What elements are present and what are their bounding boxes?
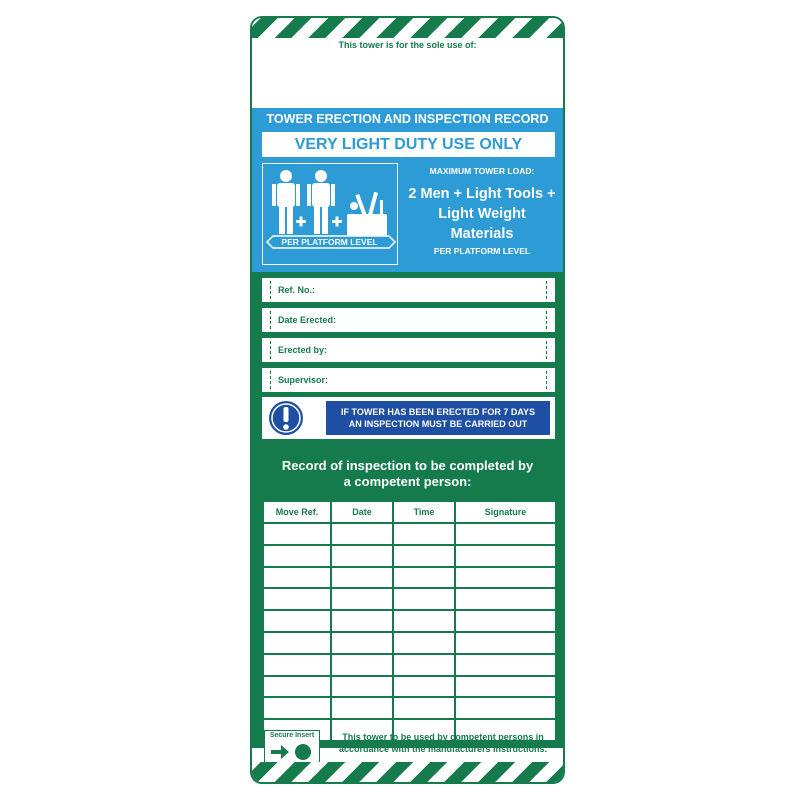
table-cell[interactable] <box>393 545 455 567</box>
date-erected-field[interactable] <box>262 308 555 332</box>
plus-icon <box>332 217 342 227</box>
table-cell[interactable] <box>331 523 393 545</box>
table-cell[interactable] <box>331 632 393 654</box>
field-label: Ref. No.: <box>278 285 315 295</box>
table-cell[interactable] <box>263 545 331 567</box>
record-line: Record of inspection to be completed by <box>281 458 534 473</box>
max-load-sub: PER PLATFORM LEVEL <box>433 246 531 256</box>
table-cell[interactable] <box>263 632 331 654</box>
hazard-stripes-top <box>252 18 563 38</box>
blue-panel <box>252 108 563 272</box>
load-icon-box <box>262 163 398 265</box>
table-cell[interactable] <box>331 610 393 632</box>
table-row <box>263 567 556 589</box>
table-cell[interactable] <box>393 567 455 589</box>
table-cell[interactable] <box>455 610 556 632</box>
table-row <box>263 545 556 567</box>
table-header-row <box>263 501 556 523</box>
warning-strip <box>262 397 555 439</box>
table-cell[interactable] <box>331 588 393 610</box>
table-cell[interactable] <box>455 588 556 610</box>
table-cell[interactable] <box>393 654 455 676</box>
table-cell[interactable] <box>393 676 455 698</box>
warning-line: AN INSPECTION MUST BE CARRIED OUT <box>348 419 528 429</box>
table-row <box>263 654 556 676</box>
inspection-table <box>262 500 557 742</box>
hazard-stripes-bottom <box>252 762 563 782</box>
table-cell[interactable] <box>455 523 556 545</box>
record-title: TOWER ERECTION AND INSPECTION RECORD <box>266 112 549 126</box>
table-cell[interactable] <box>263 654 331 676</box>
table-row <box>263 523 556 545</box>
green-panel <box>252 272 563 748</box>
table-cell[interactable] <box>331 654 393 676</box>
table-row <box>263 632 556 654</box>
warning-line: IF TOWER HAS BEEN ERECTED FOR 7 DAYS <box>340 407 536 417</box>
max-load-line: Light Weight <box>438 206 526 222</box>
field-label: Erected by: <box>278 345 328 355</box>
table-cell[interactable] <box>331 676 393 698</box>
max-load-info <box>402 166 562 256</box>
max-load-line: Materials <box>450 226 514 242</box>
record-instruction <box>252 458 563 490</box>
sole-use-label: This tower is for the sole use of: <box>338 40 477 50</box>
usage-notice <box>328 731 558 755</box>
table-cell[interactable] <box>393 588 455 610</box>
per-platform-banner: PER PLATFORM LEVEL <box>281 237 378 247</box>
notice-line: accordance with the manufacturers instructions. <box>338 744 548 754</box>
table-cell[interactable] <box>263 676 331 698</box>
table-cell[interactable] <box>393 632 455 654</box>
record-line: a competent person: <box>343 474 472 489</box>
column-header: Date <box>331 501 393 523</box>
insert-arrow-icon <box>271 743 315 761</box>
table-cell[interactable] <box>393 610 455 632</box>
supervisor-field[interactable] <box>262 368 555 392</box>
notice-line: This tower to be used by competent persons in <box>342 732 544 742</box>
ref-no-field[interactable] <box>262 278 555 302</box>
table-cell[interactable] <box>455 632 556 654</box>
table-cell[interactable] <box>455 545 556 567</box>
table-cell[interactable] <box>455 654 556 676</box>
table-row <box>263 697 556 719</box>
table-cell[interactable] <box>263 567 331 589</box>
exclamation-icon <box>268 400 304 436</box>
man-icon <box>307 170 335 234</box>
secure-insert-label: Secure Insert <box>269 732 315 739</box>
table-cell[interactable] <box>263 588 331 610</box>
table-cell[interactable] <box>455 567 556 589</box>
column-header: Move Ref. <box>263 501 331 523</box>
table-cell[interactable] <box>263 610 331 632</box>
table-body <box>263 523 556 741</box>
toolbox-icon <box>347 192 387 236</box>
field-label: Supervisor: <box>278 375 329 385</box>
field-label: Date Erected: <box>278 315 337 325</box>
erected-by-field[interactable] <box>262 338 555 362</box>
table-cell[interactable] <box>263 523 331 545</box>
column-header: Signature <box>455 501 556 523</box>
table-cell[interactable] <box>455 697 556 719</box>
table-row <box>263 610 556 632</box>
table-cell[interactable] <box>331 697 393 719</box>
table-row <box>263 588 556 610</box>
man-icon <box>272 170 300 234</box>
table-cell[interactable] <box>393 523 455 545</box>
max-load-line: 2 Men + Light Tools + <box>408 186 556 202</box>
duty-banner: VERY LIGHT DUTY USE ONLY <box>262 132 555 157</box>
max-load-label: MAXIMUM TOWER LOAD: <box>429 166 535 176</box>
table-cell[interactable] <box>331 545 393 567</box>
table-cell[interactable] <box>393 697 455 719</box>
table-cell[interactable] <box>331 567 393 589</box>
inspection-tag <box>250 16 565 784</box>
plus-icon <box>296 217 306 227</box>
max-load-text <box>402 184 562 244</box>
table-cell[interactable] <box>263 697 331 719</box>
secure-insert-box <box>264 730 320 764</box>
warning-message <box>326 401 550 435</box>
table-row <box>263 676 556 698</box>
column-header: Time <box>393 501 455 523</box>
table-cell[interactable] <box>455 676 556 698</box>
